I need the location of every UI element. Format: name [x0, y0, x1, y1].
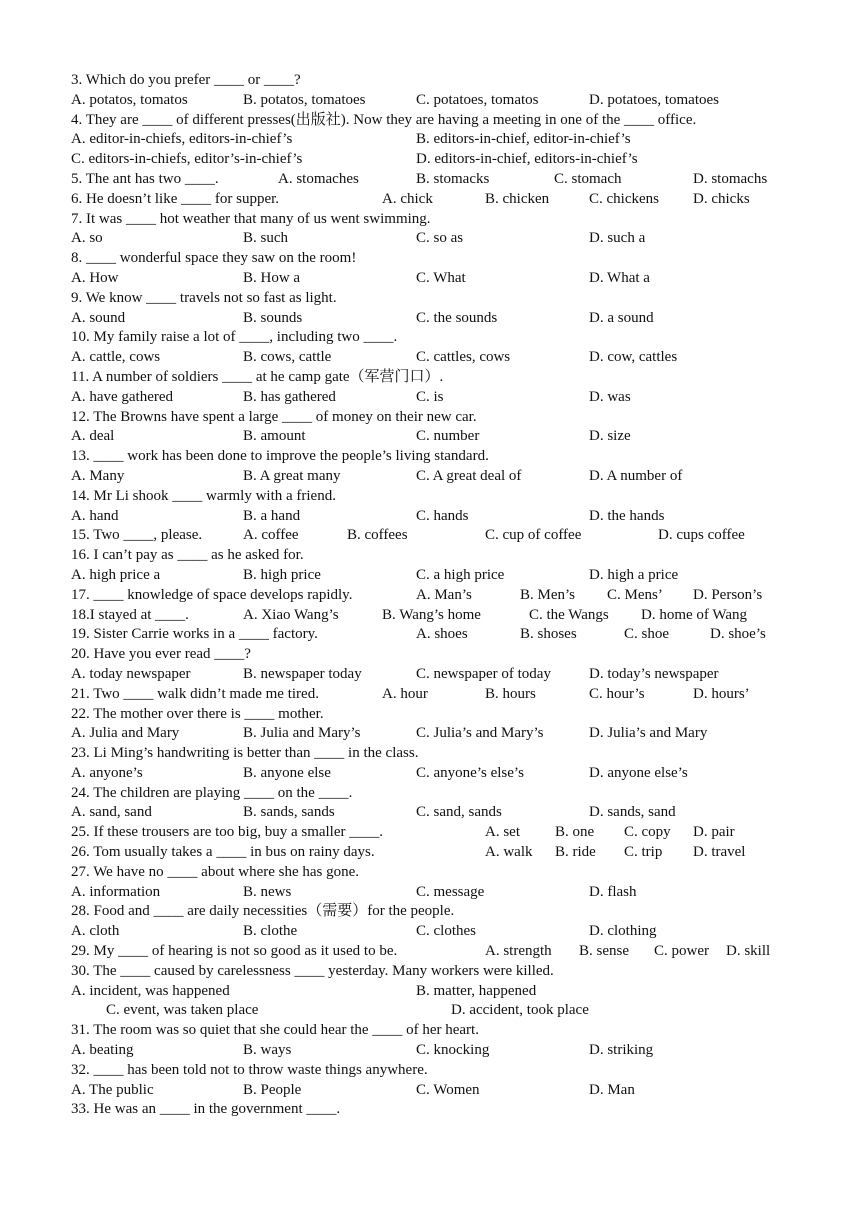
option-d: D. shoe’s — [710, 626, 766, 643]
question-24 — [71, 784, 796, 804]
option-c: C. is — [416, 388, 444, 405]
option-d: D. such a — [589, 230, 646, 247]
option-a: A. have gathered — [71, 388, 174, 405]
option-a: A. stomaches — [278, 170, 359, 187]
option-b: B. high price — [243, 566, 321, 583]
option-d: D. chicks — [693, 190, 750, 207]
question-text: 7. It was ____ hot weather that many of us went swimming. — [71, 210, 431, 227]
question-13 — [71, 447, 796, 467]
question-15 — [71, 526, 796, 546]
option-b: B. ways — [243, 1042, 292, 1059]
question-8 — [71, 249, 796, 269]
options-7 — [71, 229, 796, 249]
option-b: B. sense — [579, 943, 629, 960]
option-a: A. cloth — [71, 923, 120, 940]
options-11 — [71, 388, 796, 408]
question-text: 6. He doesn’t like ____ for supper. — [71, 190, 280, 207]
option-c: C. What — [416, 269, 466, 286]
option-c: C. a high price — [416, 566, 505, 583]
option-a: A. incident, was happened — [71, 982, 230, 999]
option-a: A. Man’s — [416, 586, 472, 603]
options-23 — [71, 764, 796, 784]
option-d: D. Julia’s and Mary — [589, 725, 708, 742]
option-a: A. hand — [71, 507, 119, 524]
question-text: 15. Two ____, please. — [71, 527, 203, 544]
question-text: 31. The room was so quiet that she could hear the ____ of her heart. — [71, 1022, 479, 1039]
question-text: 14. Mr Li shook ____ warmly with a friend. — [71, 487, 336, 504]
option-b: B. such — [243, 230, 288, 247]
question-29 — [71, 942, 796, 962]
question-text: 18.I stayed at ____. — [71, 606, 189, 623]
option-b: B. A great many — [243, 467, 341, 484]
option-b: B. coffees — [347, 527, 408, 544]
option-c: C. potatoes, tomatos — [416, 91, 539, 108]
option-a: A. strength — [485, 943, 552, 960]
option-a: A. sand, sand — [71, 804, 152, 821]
question-9 — [71, 289, 796, 309]
question-23 — [71, 744, 796, 764]
question-text: 21. Two ____ walk didn’t made me tired. — [71, 685, 319, 702]
options-10 — [71, 348, 796, 368]
question-text: 19. Sister Carrie works in a ____ factory. — [71, 626, 318, 643]
option-c: C. knocking — [416, 1042, 490, 1059]
options-27 — [71, 883, 796, 903]
question-21 — [71, 685, 796, 705]
option-a: A. Xiao Wang’s — [243, 606, 339, 623]
option-a: A. information — [71, 883, 161, 900]
options-20 — [71, 665, 796, 685]
options-28 — [71, 922, 796, 942]
question-30 — [71, 962, 796, 982]
options-31 — [71, 1041, 796, 1061]
option-d: D. stomachs — [693, 170, 768, 187]
options-3 — [71, 91, 796, 111]
options-4a — [71, 130, 796, 150]
option-d: D. anyone else’s — [589, 764, 688, 781]
option-c: C. hands — [416, 507, 469, 524]
option-b: B. editors-in-chief, editor-in-chief’s — [416, 131, 631, 148]
question-text: 28. Food and ____ are daily necessities（需要）for the people. — [71, 903, 455, 920]
options-32 — [71, 1081, 796, 1101]
question-text: 9. We know ____ travels not so fast as light. — [71, 289, 337, 306]
question-25 — [71, 823, 796, 843]
option-b: B. How a — [243, 269, 301, 286]
option-b: B. sands, sands — [243, 804, 335, 821]
option-b: B. clothe — [243, 923, 298, 940]
option-c: C. newspaper of today — [416, 665, 551, 682]
option-c: C. copy — [624, 824, 671, 841]
option-d: D. flash — [589, 883, 637, 900]
option-c: C. Julia’s and Mary’s — [416, 725, 544, 742]
option-d: D. home of Wang — [641, 606, 747, 623]
option-c: C. A great deal of — [416, 467, 522, 484]
option-d: D. clothing — [589, 923, 657, 940]
option-a: A. so — [71, 230, 103, 247]
option-a: A. coffee — [243, 527, 299, 544]
option-c: C. the sounds — [416, 309, 498, 326]
options-30b — [71, 1001, 796, 1021]
option-b: B. hours — [485, 685, 536, 702]
option-d: D. potatoes, tomatoes — [589, 91, 719, 108]
question-text: 32. ____ has been told not to throw waste things anywhere. — [71, 1061, 428, 1078]
exercise-page — [71, 71, 796, 1120]
option-b: B. amount — [243, 428, 306, 445]
question-text: 13. ____ work has been done to improve the people’s living standard. — [71, 448, 489, 465]
option-c: C. event, was taken place — [106, 1002, 259, 1019]
option-c: C. trip — [624, 844, 663, 861]
question-22 — [71, 705, 796, 725]
option-d: D. A number of — [589, 467, 683, 484]
question-text: 29. My ____ of hearing is not so good as it used to be. — [71, 943, 398, 960]
question-10 — [71, 328, 796, 348]
options-22 — [71, 724, 796, 744]
question-12 — [71, 408, 796, 428]
options-4b — [71, 150, 796, 170]
question-text: 11. A number of soldiers ____ at he camp gate（军营门口）. — [71, 368, 444, 385]
question-7 — [71, 210, 796, 230]
options-24 — [71, 803, 796, 823]
option-a: A. anyone’s — [71, 764, 143, 781]
option-b: B. matter, happened — [416, 982, 537, 999]
question-text: 5. The ant has two ____. — [71, 170, 219, 187]
question-18 — [71, 606, 796, 626]
option-d: D. cow, cattles — [589, 349, 678, 366]
option-a: A. Many — [71, 467, 125, 484]
question-19 — [71, 625, 796, 645]
question-16 — [71, 546, 796, 566]
option-a: A. shoes — [416, 626, 468, 643]
option-d: D. skill — [726, 943, 771, 960]
option-a: A. Julia and Mary — [71, 725, 180, 742]
option-b: B. chicken — [485, 190, 550, 207]
option-b: B. sounds — [243, 309, 303, 326]
option-c: C. number — [416, 428, 480, 445]
option-c: C. stomach — [554, 170, 622, 187]
option-b: B. People — [243, 1081, 302, 1098]
option-c: C. message — [416, 883, 485, 900]
question-text: 12. The Browns have spent a large ____ of money on their new car. — [71, 408, 477, 425]
option-b: B. Men’s — [520, 586, 576, 603]
question-20 — [71, 645, 796, 665]
option-c: C. hour’s — [589, 685, 645, 702]
option-a: A. How — [71, 269, 119, 286]
question-28 — [71, 902, 796, 922]
option-d: D. travel — [693, 844, 746, 861]
option-b: B. news — [243, 883, 292, 900]
option-a: A. deal — [71, 428, 115, 445]
option-c: C. Women — [416, 1081, 480, 1098]
option-d: D. sands, sand — [589, 804, 676, 821]
question-text: 23. Li Ming’s handwriting is better than ____ in the class. — [71, 745, 419, 762]
question-text: 30. The ____ caused by carelessness ____ yesterday. Many workers were killed. — [71, 962, 554, 979]
option-d: D. high a price — [589, 566, 679, 583]
option-d: D. What a — [589, 269, 650, 286]
option-b: B. Julia and Mary’s — [243, 725, 361, 742]
option-d: D. pair — [693, 824, 735, 841]
option-c: C. shoe — [624, 626, 669, 643]
option-d: D. hours’ — [693, 685, 750, 702]
option-b: B. newspaper today — [243, 665, 362, 682]
option-d: D. the hands — [589, 507, 665, 524]
option-c: C. cattles, cows — [416, 349, 511, 366]
option-b: B. Wang’s home — [382, 606, 481, 623]
question-text: 22. The mother over there is ____ mother. — [71, 705, 324, 722]
option-b: B. ride — [555, 844, 596, 861]
option-a: A. sound — [71, 309, 126, 326]
option-a: A. walk — [485, 844, 533, 861]
option-c: C. the Wangs — [529, 606, 609, 623]
option-c: C. anyone’s else’s — [416, 764, 524, 781]
option-b: B. has gathered — [243, 388, 336, 405]
question-3 — [71, 71, 796, 91]
options-12 — [71, 427, 796, 447]
option-d: D. striking — [589, 1042, 654, 1059]
option-b: B. cows, cattle — [243, 349, 332, 366]
options-16 — [71, 566, 796, 586]
option-d: D. editors-in-chief, editors-in-chief’s — [416, 151, 638, 168]
question-27 — [71, 863, 796, 883]
option-a: A. The public — [71, 1081, 154, 1098]
question-4: 4. They are ____ of different presses(出版社). Now they are having a meeting in one of the ____ office. — [71, 111, 697, 128]
options-9 — [71, 309, 796, 329]
question-text: 16. I can’t pay as ____ as he asked for. — [71, 547, 304, 564]
option-d: D. Man — [589, 1081, 635, 1098]
question-text: 17. ____ knowledge of space develops rapidly. — [71, 586, 353, 603]
option-d: D. was — [589, 388, 631, 405]
option-a: A. hour — [382, 685, 428, 702]
option-d: D. cups coffee — [658, 527, 745, 544]
question-text: 24. The children are playing ____ on the ____. — [71, 784, 353, 801]
question-32 — [71, 1061, 796, 1081]
question-5 — [71, 170, 796, 190]
option-d: D. Person’s — [693, 586, 763, 603]
option-c: C. sand, sands — [416, 804, 502, 821]
option-b: B. anyone else — [243, 764, 331, 781]
option-b: B. one — [555, 824, 595, 841]
option-a: A. beating — [71, 1042, 134, 1059]
option-a: A. today newspaper — [71, 665, 191, 682]
option-c: C. power — [654, 943, 709, 960]
options-30a — [71, 982, 796, 1002]
option-b: B. a hand — [243, 507, 301, 524]
option-b: B. stomacks — [416, 170, 490, 187]
question-text: 8. ____ wonderful space they saw on the room! — [71, 250, 357, 267]
question-text: 26. Tom usually takes a ____ in bus on rainy days. — [71, 844, 375, 861]
question-6 — [71, 190, 796, 210]
option-c: C. chickens — [589, 190, 659, 207]
question-11 — [71, 368, 796, 388]
options-13 — [71, 467, 796, 487]
question-text: 33. He was an ____ in the government ____. — [71, 1101, 341, 1118]
option-d: D. size — [589, 428, 631, 445]
option-c: C. Mens’ — [607, 586, 663, 603]
option-a: A. cattle, cows — [71, 349, 161, 366]
question-31 — [71, 1021, 796, 1041]
question-17 — [71, 586, 796, 606]
option-b: B. potatos, tomatoes — [243, 91, 366, 108]
question-26 — [71, 843, 796, 863]
options-8 — [71, 269, 796, 289]
options-14 — [71, 507, 796, 527]
question-text: 25. If these trousers are too big, buy a smaller ____. — [71, 824, 384, 841]
option-a: A. chick — [382, 190, 433, 207]
option-a: A. potatos, tomatos — [71, 91, 188, 108]
option-d: D. a sound — [589, 309, 654, 326]
option-a: A. set — [485, 824, 520, 841]
option-c: C. cup of coffee — [485, 527, 582, 544]
question-14 — [71, 487, 796, 507]
option-c: C. editors-in-chiefs, editor’s-in-chief’s — [71, 151, 303, 168]
option-a: A. editor-in-chiefs, editors-in-chief’s — [71, 131, 293, 148]
question-33 — [71, 1100, 796, 1120]
question-text: 3. Which do you prefer ____ or ____? — [71, 72, 301, 88]
question-text: 10. My family raise a lot of ____, including two ____. — [71, 329, 398, 346]
option-d: D. today’s newspaper — [589, 665, 719, 682]
question-text: 20. Have you ever read ____? — [71, 646, 251, 663]
option-d: D. accident, took place — [451, 1002, 589, 1019]
question-text: 27. We have no ____ about where she has gone. — [71, 863, 360, 880]
option-b: B. shoses — [520, 626, 577, 643]
option-c: C. so as — [416, 230, 464, 247]
option-c: C. clothes — [416, 923, 476, 940]
option-a: A. high price a — [71, 566, 161, 583]
